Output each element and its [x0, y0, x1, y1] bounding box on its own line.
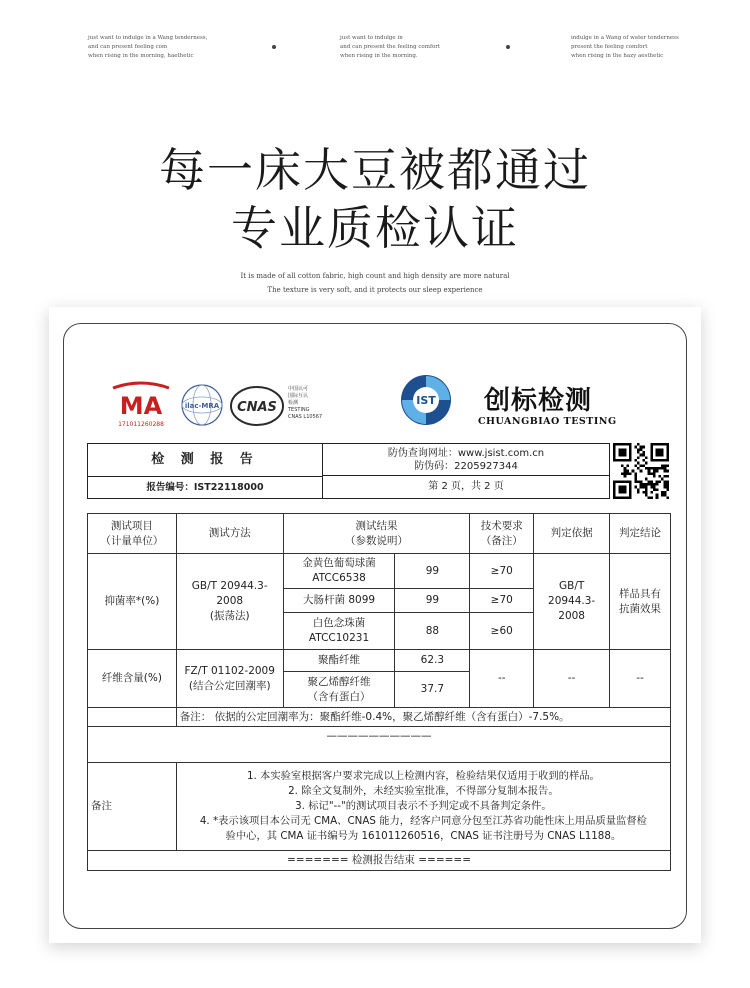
note-item: 1. 本实验室根据客户要求完成以上检测内容，检验结果仅适用于收到的样品。 — [246, 770, 600, 782]
top-note-line: when rising in the morning. — [340, 53, 418, 59]
result-value: 37.7 — [395, 672, 470, 708]
note-item: 4. *表示该项目本公司无 CMA、CNAS 能力，经客户同意分包至江苏省功能性床上用品质量监督检 — [199, 815, 647, 827]
cma-logo-text: MA — [119, 392, 163, 420]
result-requirement: ≥70 — [470, 589, 534, 613]
result-requirement: ≥60 — [470, 613, 534, 650]
report-number-label: 报告编号： — [146, 482, 194, 493]
top-note-line: just want to indulge in — [340, 35, 403, 41]
header-test-item: 测试项目 （计量单位） — [88, 514, 177, 554]
report-number-value: IST22118000 — [193, 482, 264, 493]
ilac-logo-text: ilac-MRA — [184, 402, 220, 410]
top-note-line: and can present the feeling comfort — [340, 44, 441, 50]
top-note-line: just want to indulge in a Wang tenderness, — [88, 35, 208, 41]
cnas-side-text — [288, 386, 322, 421]
cnas-side-line: TESTING — [288, 407, 310, 413]
fiber-conclusion: -- — [610, 650, 671, 708]
top-note-line: when rising in the morning, haethetic — [88, 53, 194, 59]
note-item: 验中心，其 CMA 证书编号为 161011260516，CNAS 证书注册号为 CNAS L1188。 — [225, 830, 622, 842]
top-note-line: indulge in a Wang of water tenderness — [571, 35, 679, 41]
table-header-row — [88, 514, 671, 554]
verify-url: 防伪查询网址：www.jsist.com.cn — [387, 448, 545, 459]
end-row — [88, 851, 671, 871]
result-name: 金黄色葡萄球菌 ATCC6538 — [283, 554, 395, 589]
antibac-basis: GB/T 20944.3-2008 — [534, 554, 610, 650]
cnas-side-line: CNAS L10567 — [288, 414, 323, 420]
antibac-method: GB/T 20944.3-2008 (振荡法) — [176, 554, 283, 650]
report-end: ======= 检测报告结束 ====== — [88, 851, 671, 871]
company-name-cn: 创标检测 — [484, 386, 593, 416]
remark-spacer — [88, 708, 177, 727]
separator-row — [88, 727, 671, 763]
result-value: 99 — [395, 554, 470, 589]
notes-list — [176, 763, 670, 851]
fiber-item: 纤维含量(%) — [88, 650, 177, 708]
result-name: 大肠杆菌 8099 — [283, 589, 395, 613]
top-note-line: when rising in the hazy aesthetic — [571, 53, 664, 59]
top-note-line: and can present feeling com — [88, 44, 168, 50]
top-note-2 — [340, 34, 440, 61]
header-basis: 判定依据 — [534, 514, 610, 554]
header-requirement: 技术要求 （备注） — [470, 514, 534, 554]
cnas-side-line: 国际互认 — [288, 393, 309, 399]
table-row — [88, 650, 671, 672]
report-header-right — [323, 444, 609, 498]
verify-info — [323, 444, 609, 476]
fiber-requirement: -- — [470, 650, 534, 708]
notes-label: 备注 — [88, 763, 177, 851]
cnas-side-line: 检测 — [288, 400, 299, 406]
subtitle-line1: It is made of all cotton fabric, high count and high density are more natural — [240, 272, 510, 280]
report-title: 检 测 报 告 — [88, 444, 322, 477]
ist-logo — [400, 374, 452, 426]
result-name: 聚乙烯醇纤维 （含有蛋白） — [283, 672, 395, 708]
result-value: 99 — [395, 589, 470, 613]
remark-text: 备注： 依据的公定回潮率为：聚酯纤维-0.4%，聚乙烯醇纤维（含有蛋白）-7.5%。 — [176, 708, 670, 727]
separator-line: —————————— — [88, 727, 671, 763]
cma-logo — [109, 380, 173, 430]
dot-separator — [506, 45, 510, 49]
antibac-conclusion: 样品具有 抗菌效果 — [610, 554, 671, 650]
report-header-left — [88, 444, 323, 498]
page-count: 第 2 页，共 2 页 — [428, 481, 504, 492]
verify-code: 防伪码：2205927344 — [414, 461, 518, 472]
cma-logo-number: 171011260288 — [118, 421, 164, 428]
result-requirement: ≥70 — [470, 554, 534, 589]
ist-logo-text: IST — [416, 394, 436, 407]
notes-row — [88, 763, 671, 851]
company-name-en: CHUANGBIAO TESTING — [478, 416, 617, 427]
page-title-line2: 专业质检认证 — [231, 201, 519, 255]
antibac-item: 抑菌率*(%) — [88, 554, 177, 650]
header-test-result: 测试结果 （参数说明） — [283, 514, 470, 554]
top-note-3 — [571, 34, 679, 61]
ilac-mra-logo — [180, 383, 224, 427]
top-note-line: present the feeling comfort — [571, 44, 648, 50]
qr-code — [613, 443, 669, 499]
note-item: 2. 除全文复制外，未经实验室批准，不得部分复制本报告。 — [288, 785, 559, 797]
test-results-table — [87, 513, 671, 871]
fiber-basis: -- — [534, 650, 610, 708]
cnas-logo — [230, 385, 284, 427]
header-test-method: 测试方法 — [176, 514, 283, 554]
fiber-method: FZ/T 01102-2009 (结合公定回潮率) — [176, 650, 283, 708]
result-name: 聚酯纤维 — [283, 650, 395, 672]
result-value: 62.3 — [395, 650, 470, 672]
cnas-side-line: 中国认可 — [288, 386, 309, 392]
subtitle-line2: The texture is very soft, and it protects our sleep experience — [267, 286, 483, 294]
report-header — [87, 443, 610, 499]
dot-separator — [272, 45, 276, 49]
cnas-logo-text: CNAS — [237, 400, 277, 415]
result-value: 88 — [395, 613, 470, 650]
page-title-line1: 每一床大豆被都通过 — [159, 143, 591, 197]
top-note-1 — [88, 34, 207, 61]
note-item: 3. 标记"--"的测试项目表示不予判定或不具备判定条件。 — [295, 800, 552, 812]
header-conclusion: 判定结论 — [610, 514, 671, 554]
result-name: 白色念珠菌 ATCC10231 — [283, 613, 395, 650]
table-row — [88, 554, 671, 589]
report-number — [88, 477, 322, 498]
remark-row — [88, 708, 671, 727]
